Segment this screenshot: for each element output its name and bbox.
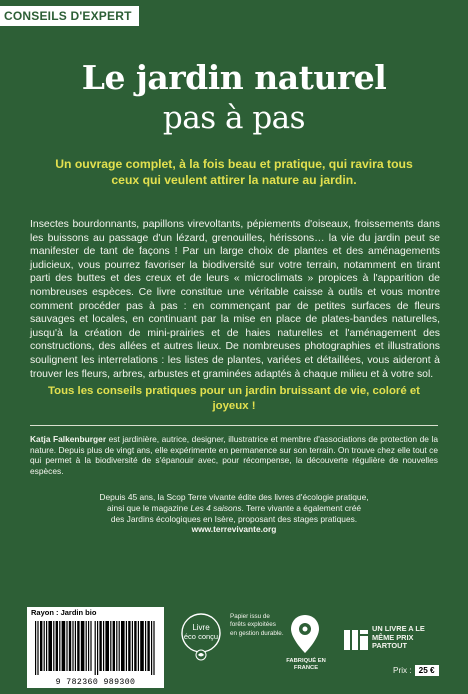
divider <box>30 425 438 426</box>
barcode-icon <box>35 621 157 675</box>
lead-text: Un ouvrage complet, à la fois beau et pratique, qui ravira tous ceux qui veulent attirer la nature au jardin. <box>55 157 413 187</box>
price <box>393 666 439 675</box>
description-paragraph: Insectes bourdonnants, papillons virevoltants, pépiements d'oiseaux, froissements dans les buissons au passage d'un lézard, grenouilles, hérissons… la vie du jardin peut se manifester de tant de façons ! Par un large choix de plantes et des aménagements judicieux, vous pourrez favoriser la biodiversité sur votre terrain, notamment en tirant parti des buttes et des creux et de leurs « microclimats » propices à l'apparition de nombreuses espèces. Ce livre constitue une véritable caisse à outils et vous montre comment procéder pas à pas : en commençant par de petites surfaces de fleurs sauvages et locales, en continuant par la mise en place de plates-bandes naturelles, jusqu'à la création de mini-prairies et de haies naturelles et l'aménagement des constructions, des allées et autres lieux. De nombreuses photographies et illustrations soulignent les interrelations : les listes de plantes, variées et détaillées, vous aideront à trouver les fleurs, arbres, arbustes et graminées adaptés à chaque milieu et à votre sol. <box>30 219 440 380</box>
series-badge: CONSEILS D'EXPERT <box>0 6 139 26</box>
fixed-price-label: UN LIVRE A LE MÊME PRIX PARTOUT <box>372 624 425 651</box>
shelf-category: Rayon : Jardin bio <box>31 608 97 617</box>
magazine-name: Les 4 saisons <box>190 502 242 513</box>
publisher-line-1: Depuis 45 ans, la Scop Terre vivante édite des livres d'écologie pratique, <box>99 492 369 502</box>
eco-logo-line1: Livre <box>192 623 210 632</box>
publisher-line-2-b: . Terre vivante a également créé <box>241 502 362 513</box>
author-bio <box>30 434 438 476</box>
publisher-line-2-a: ainsi que le magazine <box>106 502 191 513</box>
title-line1: Le jardin naturel <box>81 58 387 97</box>
price-label: Prix : <box>393 666 412 675</box>
publisher-url[interactable]: www.terrevivante.org <box>191 524 277 535</box>
publisher-line-2 <box>60 503 408 514</box>
author-bio-text: est jardinière, autrice, designer, illustratrice et membre d'associations de protection de la nature. Depuis plus de vingt ans, elle expérimente en permanence sur son terrain. On trouve chez elle tout ce qui permet à la biodiversité de s'épanouir avec, pour récompense, la découverte régulière de nouvelles espèces. <box>30 434 438 476</box>
eco-logo-line2: éco conçu <box>183 632 219 641</box>
author-name: Katja Falkenburger <box>30 434 107 444</box>
title-line2: pas à pas <box>162 100 306 136</box>
publisher-line-3: des Jardins écologiques en Isère, proposant des stages pratiques. <box>110 513 358 524</box>
isbn-digits: 9 782360 989300 <box>55 678 136 687</box>
eco-paper-text: Papier issu de forêts exploitées en gestion durable. <box>230 613 284 637</box>
eco-design-logo-icon <box>178 611 224 661</box>
made-in-france-label: FABRIQUÉ EN FRANCE <box>286 658 326 671</box>
location-pin-icon <box>288 613 322 657</box>
book-icon <box>342 627 370 653</box>
price-value: 25 € <box>415 665 439 676</box>
publisher-info <box>60 492 408 535</box>
tagline: Tous les conseils pratiques pour un jardin bruissant de vie, coloré et joyeux ! <box>48 385 420 412</box>
description <box>30 218 440 381</box>
barcode-panel <box>27 607 164 688</box>
